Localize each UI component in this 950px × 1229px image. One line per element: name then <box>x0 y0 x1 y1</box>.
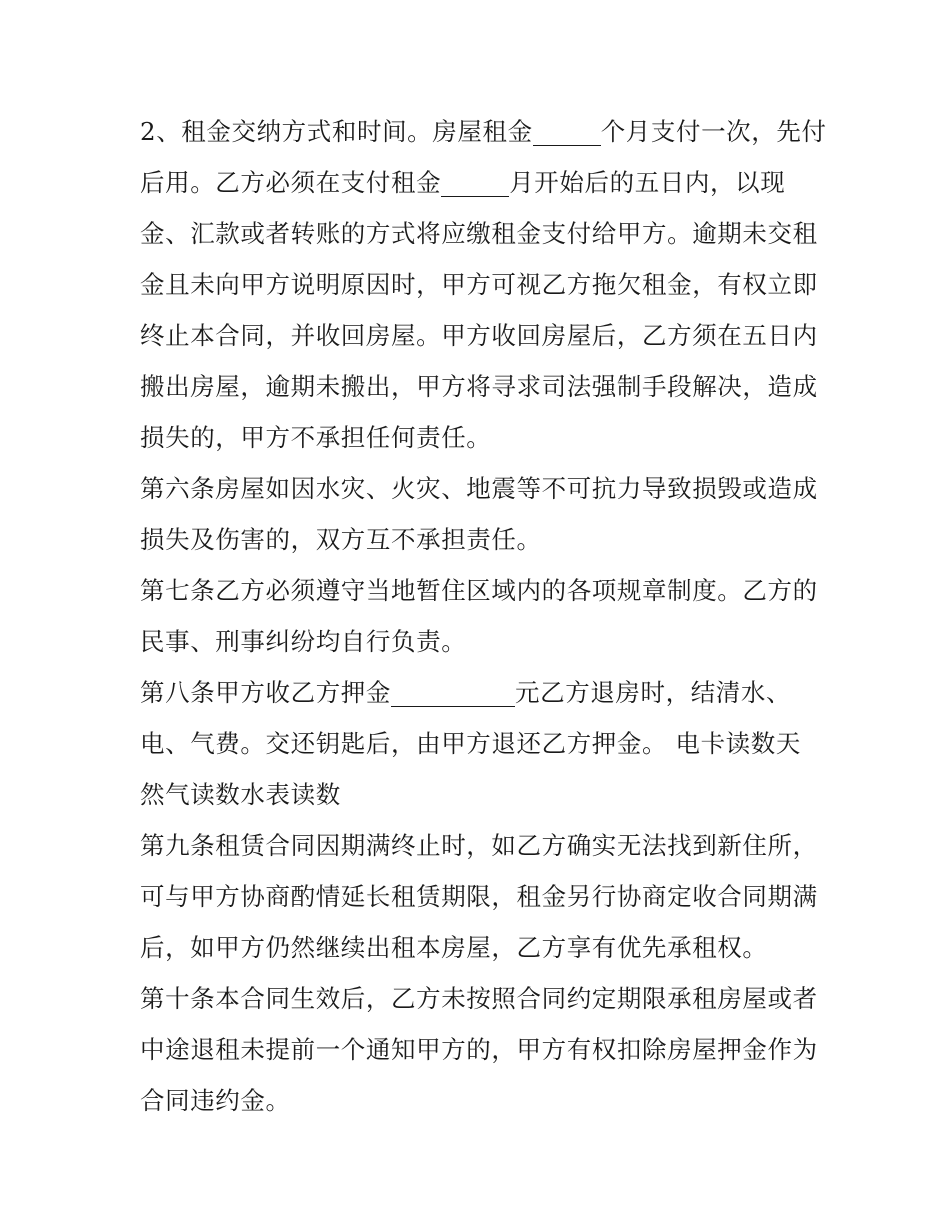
document-page <box>140 106 827 1126</box>
paragraph-article-8 <box>140 667 816 820</box>
text-line: 金、汇款或者转账的方式将应缴租金支付给甲方。逾期未交租 <box>140 219 818 248</box>
text-line <box>140 667 816 718</box>
text-segment: 第八条甲方收乙方押金 <box>140 678 391 707</box>
text-line: 第七条乙方必须遵守当地暂住区域内的各项规章制度。乙方的 <box>140 576 818 605</box>
text-segment: 个月支付一次，先付 <box>600 117 827 146</box>
text-line: 第十条本合同生效后，乙方未按照合同约定期限承租房屋或者 <box>140 984 818 1013</box>
paragraph-article-6 <box>140 463 816 565</box>
text-line: 搬出房屋，逾期未搬出，甲方将寻求司法强制手段解决，造成 <box>140 372 818 401</box>
text-segment: 2、租金交纳方式和时间。房屋租金 <box>140 117 533 146</box>
text-line: 民事、刑事纠纷均自行负责。 <box>140 627 467 656</box>
paragraph-article-10 <box>140 973 816 1126</box>
text-segment: 月开始后的五日内，以现 <box>509 168 786 197</box>
text-line: 第九条租赁合同因期满终止时，如乙方确实无法找到新住所， <box>140 831 818 860</box>
text-line: 中途退租未提前一个通知甲方的，甲方有权扣除房屋押金作为 <box>140 1035 818 1064</box>
text-line: 合同违约金。 <box>140 1086 291 1115</box>
fill-in-blank-months <box>533 115 601 146</box>
fill-in-blank-month <box>441 166 509 197</box>
text-segment: 后用。乙方必须在支付租金 <box>140 168 442 197</box>
text-line: 终止本合同，并收回房屋。甲方收回房屋后，乙方须在五日内 <box>140 321 818 350</box>
text-line: 损失的，甲方不承担任何责任。 <box>140 423 492 452</box>
text-line <box>140 106 827 157</box>
paragraph-article-9 <box>140 820 816 973</box>
text-line <box>140 157 816 208</box>
text-line: 金且未向甲方说明原因时，甲方可视乙方拖欠租金，有权立即 <box>140 270 818 299</box>
text-line: 损失及伤害的，双方互不承担责任。 <box>140 525 542 554</box>
text-line: 然气读数水表读数 <box>140 780 341 809</box>
text-line: 可与甲方协商酌情延长租赁期限，租金另行协商定收合同期满 <box>140 882 818 911</box>
paragraph-rent-payment <box>140 106 827 463</box>
text-line: 电、气费。交还钥匙后，由甲方退还乙方押金。 电卡读数天 <box>140 729 801 758</box>
fill-in-blank-deposit <box>391 676 515 707</box>
text-segment: 元乙方退房时，结清水、 <box>515 678 792 707</box>
paragraph-article-7 <box>140 565 816 667</box>
text-line: 后，如甲方仍然继续出租本房屋，乙方享有优先承租权。 <box>140 933 768 962</box>
text-line: 第六条房屋如因水灾、火灾、地震等不可抗力导致损毁或造成 <box>140 474 818 503</box>
